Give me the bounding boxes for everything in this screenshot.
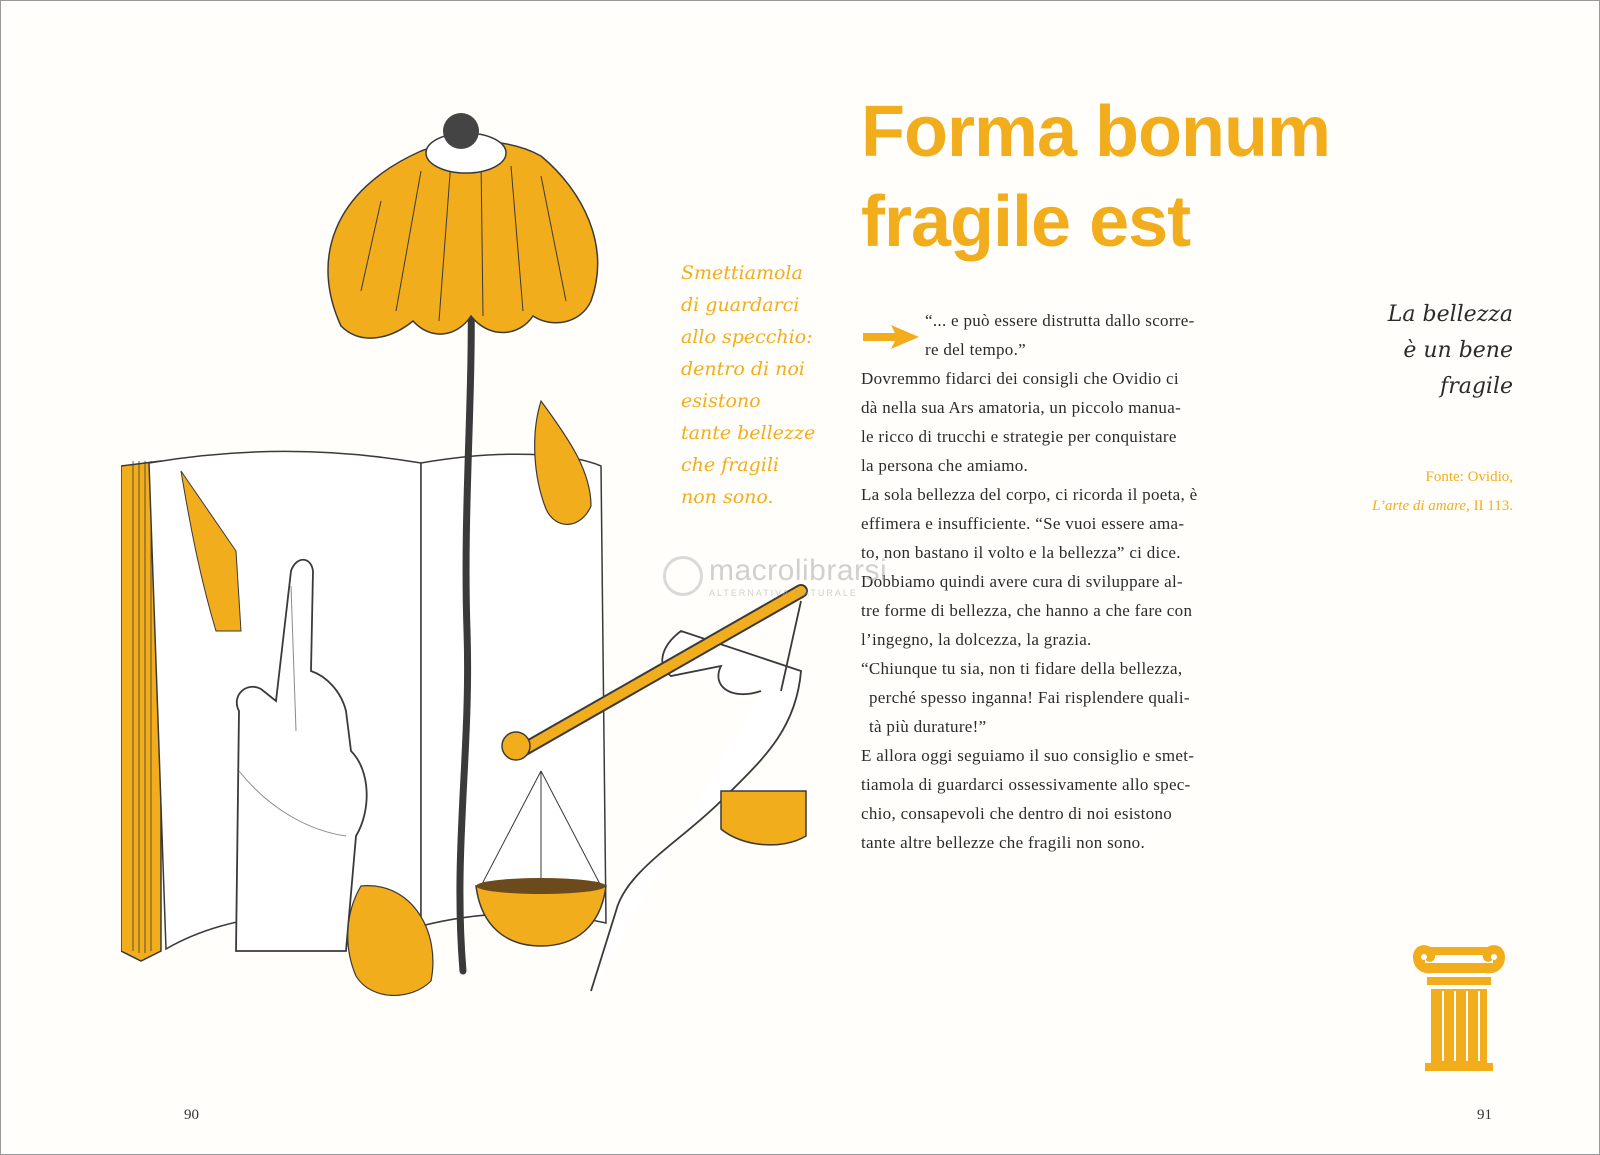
body-line: tante altre bellezze che fragili non sono. [861,833,1146,852]
source-title: L’arte di amare, [1372,498,1470,514]
side-quote-line: tante bellezze [681,422,816,444]
source-citation [1301,463,1513,521]
body-line: effimera e insufficiente. “Se vuoi essere ama- [861,514,1185,533]
page-title [861,87,1330,267]
ionic-column-icon [1409,939,1509,1073]
illustration [121,111,821,1011]
body-line: dà nella sua Ars amatoria, un piccolo manua- [861,398,1182,417]
page-number-left: 90 [184,1107,199,1123]
source-reference [1301,492,1513,521]
body-line: Dobbiamo quindi avere cura di sviluppare al- [861,572,1183,591]
body-line: le ricco di trucchi e strategie per conquistare [861,427,1177,446]
body-line: La sola bellezza del corpo, ci ricorda il poeta, è [861,485,1198,504]
source-label: Fonte: Ovidio, [1425,469,1513,485]
pull-quote-line: è un bene [1403,338,1513,363]
body-line: chio, consapevoli che dentro di noi esistono [861,804,1173,823]
body-text [861,306,1301,857]
page-number-right: 91 [1477,1107,1492,1123]
body-line: la persona che amiamo. [861,456,1029,475]
side-quote-line: dentro di noi [681,358,805,380]
left-page [1,1,821,1154]
side-quote-line: non sono. [681,486,774,508]
body-line: tiamola di guardarci ossessivamente allo spec- [861,775,1191,794]
body-line: Dovremmo fidarci dei consigli che Ovidio ci [861,369,1179,388]
side-quote [681,257,821,513]
side-quote-line: esistono [681,390,761,412]
body-line: l’ingegno, la dolcezza, la grazia. [861,630,1092,649]
pull-quote-line: fragile [1440,374,1513,399]
side-quote-line: di guardarci [681,294,800,316]
source-ref: II 113. [1473,498,1513,514]
side-quote-line: Smettiamola [681,262,803,284]
body-line: perché spesso inganna! Fai risplendere quali- [869,688,1190,707]
pull-quote-line: La bellezza [1387,302,1513,327]
side-quote-line: allo specchio: [681,326,813,348]
body-line: tà più durature!” [869,717,987,736]
page-title-line: Forma bonum [861,92,1330,172]
body-line: to, non bastano il volto e la bellezza” ci dice. [861,543,1181,562]
wilting-flower-illustration [328,113,598,338]
pull-quote [1321,297,1513,405]
right-page [821,1,1599,1154]
page-title-line: fragile est [861,182,1191,262]
watermark-subtitle: ALTERNATIVA NATURALE [709,588,858,598]
body-line: tre forme di bellezza, che hanno a che fare con [861,601,1193,620]
body-line: “Chiunque tu sia, non ti fidare della bellezza, [861,659,1183,678]
side-quote-line: che fragili [681,454,779,476]
watermark-text: macrolibrarsi [709,554,888,587]
body-line: re del tempo.” [925,340,1026,359]
body-line: E allora oggi seguiamo il suo consiglio e smet- [861,746,1195,765]
body-line: “... e può essere distrutta dallo scorre- [925,311,1195,330]
